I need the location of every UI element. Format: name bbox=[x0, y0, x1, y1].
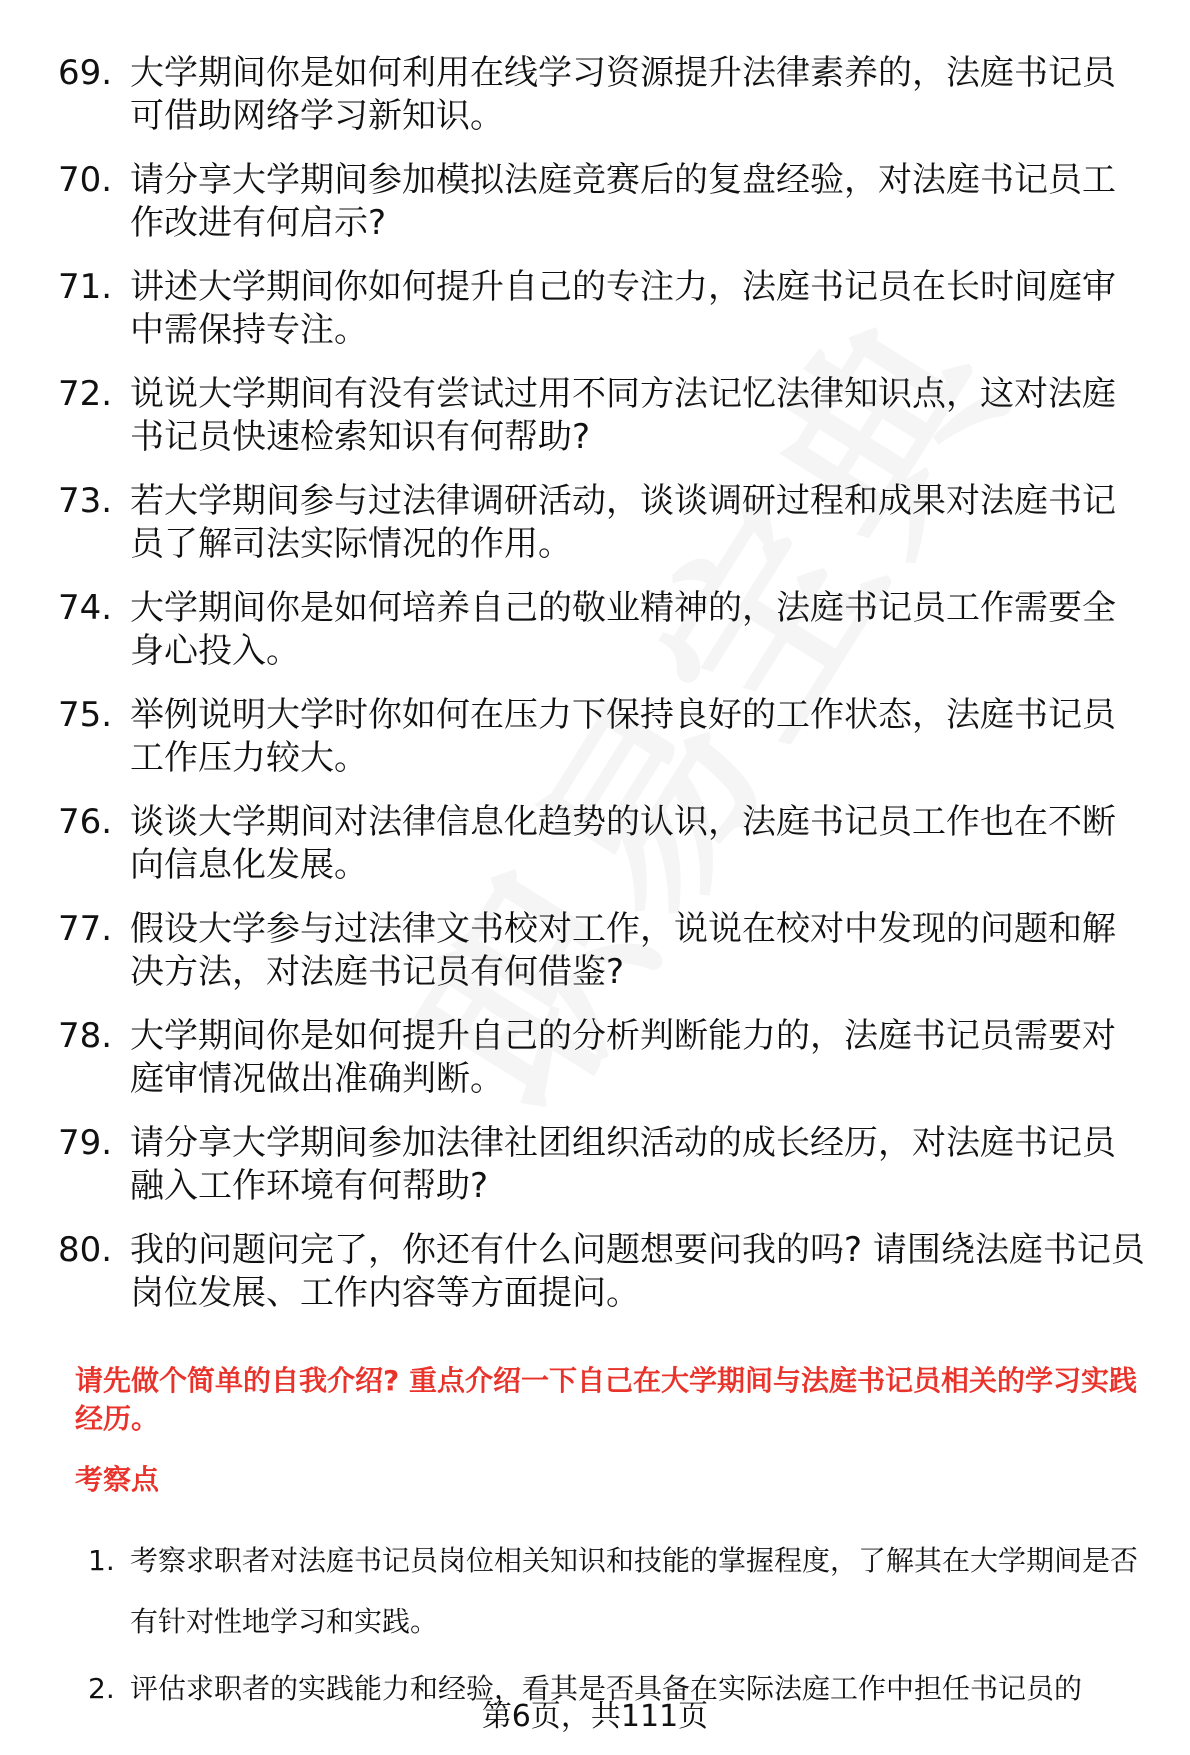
question-number: 80. bbox=[58, 1230, 113, 1270]
question-item bbox=[58, 587, 1148, 673]
question-number: 70. bbox=[58, 160, 113, 200]
page-footer: 第6页，共111页 bbox=[481, 1699, 709, 1734]
question-text: 大学期间你是如何利用在线学习资源提升法律素养的，法庭书记员可借助网络学习新知识。 bbox=[130, 53, 1116, 136]
point-item bbox=[88, 1530, 1158, 1652]
question-number: 75. bbox=[58, 695, 113, 735]
question-item bbox=[58, 266, 1148, 352]
question-text: 若大学期间参与过法律调研活动，谈谈调研过程和成果对法庭书记员了解司法实际情况的作用。 bbox=[130, 481, 1116, 564]
question-item bbox=[58, 1015, 1148, 1101]
question-text: 讲述大学期间你如何提升自己的专注力，法庭书记员在长时间庭审中需保持专注。 bbox=[130, 267, 1116, 350]
question-text: 大学期间你是如何提升自己的分析判断能力的，法庭书记员需要对庭审情况做出准确判断。 bbox=[130, 1016, 1116, 1099]
question-number: 72. bbox=[58, 374, 113, 414]
question-text: 说说大学期间有没有尝试过用不同方法记忆法律知识点，这对法庭书记员快速检索知识有何帮助? bbox=[130, 374, 1116, 457]
question-list bbox=[58, 52, 1148, 1336]
question-item bbox=[58, 373, 1148, 459]
point-number: 2. bbox=[88, 1672, 115, 1705]
point-list bbox=[88, 1530, 1158, 1725]
question-item bbox=[58, 1229, 1148, 1315]
point-number: 1. bbox=[88, 1544, 115, 1577]
question-text: 假设大学参与过法律文书校对工作，说说在校对中发现的问题和解决方法，对法庭书记员有何借鉴? bbox=[130, 909, 1116, 992]
question-item bbox=[58, 159, 1148, 245]
question-text: 谈谈大学期间对法律信息化趋势的认识，法庭书记员工作也在不断向信息化发展。 bbox=[130, 802, 1116, 885]
question-text: 我的问题问完了，你还有什么问题想要问我的吗? 请围绕法庭书记员岗位发展、工作内容等方面提问。 bbox=[130, 1230, 1145, 1313]
question-item bbox=[58, 908, 1148, 994]
point-text: 考察求职者对法庭书记员岗位相关知识和技能的掌握程度，了解其在大学期间是否有针对性地学习和实践。 bbox=[130, 1544, 1139, 1638]
question-item bbox=[58, 1122, 1148, 1208]
question-number: 77. bbox=[58, 909, 113, 949]
question-number: 79. bbox=[58, 1123, 113, 1163]
question-number: 73. bbox=[58, 481, 113, 521]
question-number: 69. bbox=[58, 53, 113, 93]
question-text: 请分享大学期间参加法律社团组织活动的成长经历，对法庭书记员融入工作环境有何帮助? bbox=[130, 1123, 1116, 1206]
question-item bbox=[58, 480, 1148, 566]
question-item bbox=[58, 694, 1148, 780]
section-title: 请先做个简单的自我介绍? 重点介绍一下自己在大学期间与法庭书记员相关的学习实践经历。 bbox=[75, 1364, 1137, 1435]
question-text: 举例说明大学时你如何在压力下保持良好的工作状态，法庭书记员工作压力较大。 bbox=[130, 695, 1116, 778]
question-number: 76. bbox=[58, 802, 113, 842]
question-number: 71. bbox=[58, 267, 113, 307]
question-text: 请分享大学期间参加模拟法庭竞赛后的复盘经验，对法庭书记员工作改进有何启示? bbox=[130, 160, 1116, 243]
sub-title: 考察点 bbox=[75, 1463, 160, 1496]
question-number: 78. bbox=[58, 1016, 113, 1056]
question-item bbox=[58, 52, 1148, 138]
question-text: 大学期间你是如何培养自己的敬业精神的，法庭书记员工作需要全身心投入。 bbox=[130, 588, 1116, 671]
question-number: 74. bbox=[58, 588, 113, 628]
question-item bbox=[58, 801, 1148, 887]
point-text: 评估求职者的实践能力和经验，看其是否具备在实际法庭工作中担任书记员的 bbox=[130, 1672, 1083, 1705]
